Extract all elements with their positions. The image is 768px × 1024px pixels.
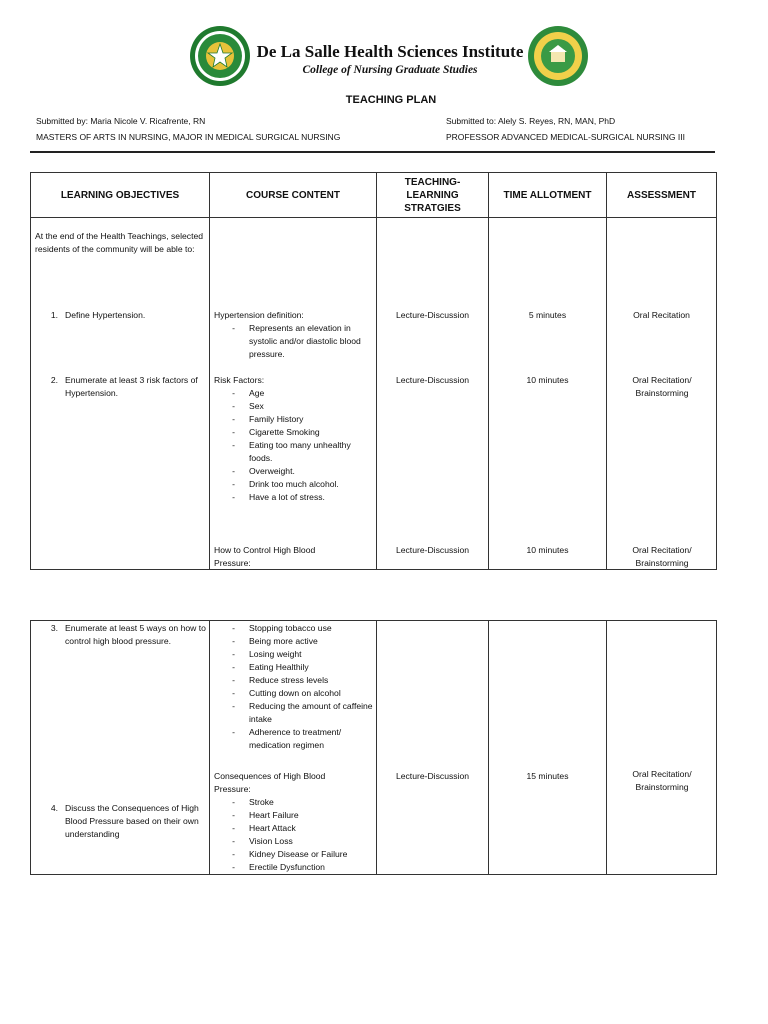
objective-1: 1. Define Hypertension.: [50, 310, 146, 320]
list-item-text: Family History: [249, 414, 304, 424]
submitted-to: Submitted to: Alely S. Reyes, RN, MAN, PhD: [446, 116, 616, 126]
control-heading: How to Control High Blood Pressure:: [214, 545, 316, 568]
consequences-list: [214, 796, 374, 874]
teaching-plan-table-2: [30, 620, 717, 875]
strategy-1: Lecture-Discussion: [395, 310, 470, 320]
dash-bullet: -: [232, 323, 235, 333]
dash-bullet: -: [232, 414, 235, 424]
list-item-text: Stroke: [249, 797, 274, 807]
list-item: [214, 465, 374, 478]
dash-bullet: -: [232, 649, 235, 659]
strategy-3: Lecture-Discussion: [395, 545, 470, 555]
risk-factors-list: [214, 387, 374, 504]
objectives-cell: [31, 621, 210, 875]
list-item-text: Heart Attack: [249, 823, 296, 833]
dash-bullet: -: [232, 662, 235, 672]
professor-title: PROFESSOR ADVANCED MEDICAL-SURGICAL NURSING III: [446, 132, 685, 142]
program-name: MASTERS OF ARTS IN NURSING, MAJOR IN MEDICAL SURGICAL NURSING: [36, 132, 341, 142]
time-cell: [489, 218, 607, 570]
assessment-4: Oral Recitation/ Brainstorming: [632, 769, 692, 792]
strategies-cell: [377, 621, 489, 875]
objectives-cell: [31, 218, 210, 570]
dash-bullet: -: [232, 479, 235, 489]
assessment-2: Oral Recitation/ Brainstorming: [632, 375, 692, 398]
time-cell: [489, 621, 607, 875]
time-1: 5 minutes: [528, 310, 567, 320]
list-item: [214, 796, 374, 809]
dlshsi-seal-icon: [189, 25, 251, 87]
list-item: [214, 400, 374, 413]
dash-bullet: -: [232, 836, 235, 846]
list-item: [214, 426, 374, 439]
submitted-by: Submitted by: Maria Nicole V. Ricafrente, RN: [36, 116, 206, 126]
list-item-text: Have a lot of stress.: [249, 492, 325, 502]
list-item: [214, 861, 374, 874]
list-item-text: Stopping tobacco use: [249, 623, 332, 633]
list-item-text: Heart Failure: [249, 810, 299, 820]
list-item-text: Eating Healthily: [249, 662, 309, 672]
list-item-text: Age: [249, 388, 265, 398]
list-item: [214, 648, 374, 661]
list-item: [214, 822, 374, 835]
objective-4: 4. Discuss the Consequences of High Blood Pressure based on their own understanding: [50, 803, 199, 839]
list-item: [214, 439, 374, 465]
table-row: [31, 621, 717, 875]
list-item-text: Drink too much alcohol.: [249, 479, 339, 489]
list-item-text: Sex: [249, 401, 264, 411]
list-item: [214, 674, 374, 687]
definition-block: [214, 309, 374, 361]
definition-heading: Hypertension definition:: [214, 310, 304, 320]
col-header-objectives: LEARNING OBJECTIVES: [31, 173, 210, 218]
objective-3: 3. Enumerate at least 5 ways on how to control high blood pressure.: [50, 623, 206, 646]
list-item: [214, 413, 374, 426]
list-item-text: Reducing the amount of caffeine intake: [249, 701, 373, 724]
list-item-text: Reduce stress levels: [249, 675, 329, 685]
assessment-cell: [607, 621, 717, 875]
dash-bullet: -: [232, 440, 235, 450]
content-cell: [210, 218, 377, 570]
list-item: [214, 809, 374, 822]
col-header-strategies: TEACHING-LEARNING STRATGIES: [377, 173, 489, 218]
list-item-text: Cigarette Smoking: [249, 427, 320, 437]
list-item: [214, 700, 374, 726]
col-header-content: COURSE CONTENT: [210, 173, 377, 218]
dash-bullet: -: [232, 849, 235, 859]
dash-bullet: -: [232, 727, 235, 737]
content-cell: [210, 621, 377, 875]
list-item: [214, 661, 374, 674]
time-3: 10 minutes: [526, 545, 569, 555]
dash-bullet: -: [232, 823, 235, 833]
list-item-text: Vision Loss: [249, 836, 293, 846]
list-item: [214, 687, 374, 700]
consequences-block: [214, 770, 374, 874]
list-item-text: Cutting down on alcohol: [249, 688, 341, 698]
control-methods-list: [214, 622, 374, 752]
list-item: [214, 848, 374, 861]
college-name: College of Nursing Graduate Studies: [302, 64, 478, 76]
teaching-plan-table-1: [30, 172, 717, 570]
dash-bullet: -: [232, 688, 235, 698]
list-item: [214, 622, 374, 635]
institution-name: De La Salle Health Sciences Institute: [256, 42, 524, 61]
list-item-text: Eating too many unhealthy foods.: [249, 440, 351, 463]
col-header-time: TIME ALLOTMENT: [489, 173, 607, 218]
dash-bullet: -: [232, 466, 235, 476]
assessment-1: Oral Recitation: [633, 310, 690, 320]
list-item: [214, 478, 374, 491]
list-item-text: Losing weight: [249, 649, 302, 659]
dash-bullet: -: [232, 636, 235, 646]
list-item: [214, 835, 374, 848]
dash-bullet: -: [232, 388, 235, 398]
dash-bullet: -: [232, 427, 235, 437]
strategy-4: Lecture-Discussion: [395, 771, 470, 781]
list-item: [214, 726, 374, 752]
time-4: 15 minutes: [526, 771, 569, 781]
objectives-intro: At the end of the Health Teachings, selected residents of the community will be able to:: [35, 231, 204, 254]
list-item: [214, 491, 374, 504]
assessment-cell: [607, 218, 717, 570]
nursing-seal-icon: [527, 25, 589, 87]
list-item: [214, 635, 374, 648]
dash-bullet: -: [232, 810, 235, 820]
strategy-2: Lecture-Discussion: [395, 375, 470, 385]
list-item-text: Represents an elevation in systolic and/or diastolic blood pressure.: [249, 323, 361, 359]
dash-bullet: -: [232, 797, 235, 807]
col-header-assessment: ASSESSMENT: [607, 173, 717, 218]
time-2: 10 minutes: [526, 375, 569, 385]
header-divider: [30, 151, 715, 153]
list-item-text: Kidney Disease or Failure: [249, 849, 348, 859]
consequences-heading: Consequences of High Blood Pressure:: [214, 771, 326, 794]
document-header: [0, 0, 768, 160]
dash-bullet: -: [232, 862, 235, 872]
assessment-3: Oral Recitation/ Brainstorming: [632, 545, 692, 568]
dash-bullet: -: [232, 492, 235, 502]
risk-factors-block: [214, 374, 374, 504]
dash-bullet: -: [232, 675, 235, 685]
list-item: [214, 322, 374, 361]
objective-2: 2. Enumerate at least 3 risk factors of Hypertension.: [50, 375, 198, 398]
table-header-row: [31, 173, 717, 218]
dash-bullet: -: [232, 623, 235, 633]
dash-bullet: -: [232, 701, 235, 711]
list-item-text: Adherence to treatment/ medication regimen: [249, 727, 342, 750]
definition-list: [214, 322, 374, 361]
control-methods-block: [214, 622, 374, 752]
strategies-cell: [377, 218, 489, 570]
list-item: [214, 387, 374, 400]
risk-factors-heading: Risk Factors:: [214, 375, 265, 385]
list-item-text: Erectile Dysfunction: [249, 862, 325, 872]
dash-bullet: -: [232, 401, 235, 411]
list-item-text: Being more active: [249, 636, 318, 646]
list-item-text: Overweight.: [249, 466, 295, 476]
table-row: [31, 218, 717, 570]
document-title: TEACHING PLAN: [345, 94, 437, 106]
